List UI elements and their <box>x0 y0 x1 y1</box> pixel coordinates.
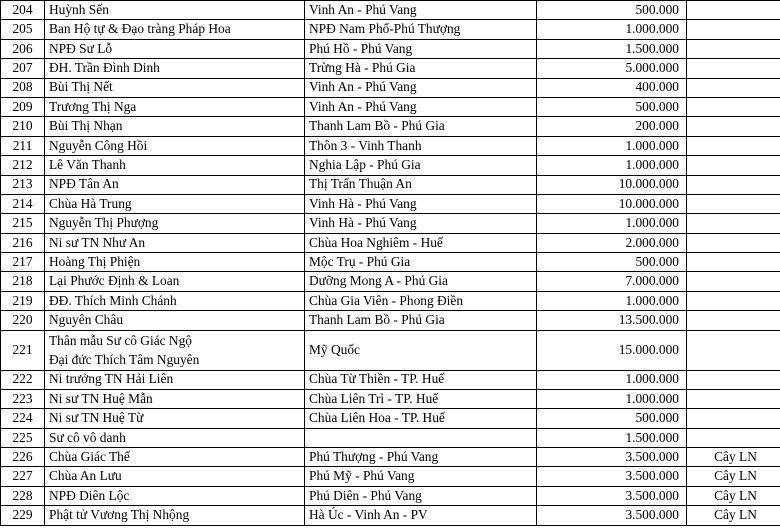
table-row <box>1 467 780 486</box>
cell-name: Hoàng Thị Phiện <box>45 253 305 272</box>
cell-no: 214 <box>1 194 45 213</box>
cell-note <box>687 330 780 370</box>
cell-amount: 1.000.000 <box>537 214 687 233</box>
cell-no: 228 <box>1 486 45 505</box>
cell-name: Nguyễn Thị Phượng <box>45 214 305 233</box>
cell-address: Mỹ Quốc <box>305 330 537 370</box>
cell-name <box>45 330 305 370</box>
cell-no: 211 <box>1 136 45 155</box>
table-row <box>1 428 780 447</box>
table-row <box>1 291 780 310</box>
cell-address: Vinh An - Phú Vang <box>305 97 537 116</box>
table-row <box>1 194 780 213</box>
table-row <box>1 253 780 272</box>
cell-amount: 7.000.000 <box>537 272 687 291</box>
table-row <box>1 311 780 330</box>
cell-no: 220 <box>1 311 45 330</box>
cell-note <box>687 156 780 175</box>
cell-note <box>687 291 780 310</box>
cell-address: Phú Hồ - Phú Vang <box>305 39 537 58</box>
table-row <box>1 175 780 194</box>
cell-no: 209 <box>1 97 45 116</box>
cell-no: 221 <box>1 330 45 370</box>
cell-name: Huỳnh Sến <box>45 1 305 20</box>
cell-address: Dưỡng Mong A - Phú Gia <box>305 272 537 291</box>
cell-amount: 10.000.000 <box>537 175 687 194</box>
table-row <box>1 156 780 175</box>
cell-address: Chùa Liên Trì - TP. Huế <box>305 389 537 408</box>
table-row <box>1 59 780 78</box>
cell-amount: 1.000.000 <box>537 291 687 310</box>
cell-amount: 1.500.000 <box>537 39 687 58</box>
cell-name: Phật tử Vương Thị Nhộng <box>45 506 305 525</box>
cell-no: 226 <box>1 448 45 467</box>
cell-name: NPĐ Sư Lỗ <box>45 39 305 58</box>
table-row <box>1 330 780 370</box>
cell-note <box>687 409 780 428</box>
table-row <box>1 370 780 389</box>
cell-amount: 1.000.000 <box>537 370 687 389</box>
cell-no: 208 <box>1 78 45 97</box>
cell-address: Chùa Liên Hoa - TP. Huế <box>305 409 537 428</box>
cell-no: 219 <box>1 291 45 310</box>
cell-amount: 200.000 <box>537 117 687 136</box>
cell-amount: 3.500.000 <box>537 448 687 467</box>
cell-note <box>687 253 780 272</box>
cell-note <box>687 78 780 97</box>
cell-address: Phú Thượng - Phú Vang <box>305 448 537 467</box>
cell-amount: 500.000 <box>537 97 687 116</box>
table-row <box>1 1 780 20</box>
cell-no: 218 <box>1 272 45 291</box>
cell-name: ĐĐ. Thích Minh Chánh <box>45 291 305 310</box>
name-line-2: Đại đức Thích Tâm Nguyên <box>49 352 200 368</box>
cell-no: 215 <box>1 214 45 233</box>
cell-no: 204 <box>1 1 45 20</box>
cell-note <box>687 214 780 233</box>
cell-name: Nguyên Châu <box>45 311 305 330</box>
cell-name: Ni sư TN Huệ Từ <box>45 409 305 428</box>
cell-note <box>687 117 780 136</box>
cell-name: Ni sư TN Huệ Mẫn <box>45 389 305 408</box>
cell-name: Trương Thị Nga <box>45 97 305 116</box>
cell-address: Mộc Trụ - Phú Gia <box>305 253 537 272</box>
cell-address: Vinh An - Phú Vang <box>305 78 537 97</box>
cell-no: 212 <box>1 156 45 175</box>
cell-no: 223 <box>1 389 45 408</box>
cell-amount: 1.000.000 <box>537 156 687 175</box>
cell-amount: 5.000.000 <box>537 59 687 78</box>
cell-name: Ni trưởng TN Hải Liên <box>45 370 305 389</box>
cell-note <box>687 389 780 408</box>
cell-address: Nghia Lập - Phú Gia <box>305 156 537 175</box>
cell-address: Vinh An - Phú Vang <box>305 1 537 20</box>
table-row <box>1 97 780 116</box>
cell-address: NPĐ Nam Phổ-Phú Thượng <box>305 20 537 39</box>
cell-note <box>687 311 780 330</box>
cell-amount: 3.500.000 <box>537 467 687 486</box>
cell-no: 213 <box>1 175 45 194</box>
cell-amount: 1.000.000 <box>537 136 687 155</box>
table-row <box>1 272 780 291</box>
cell-name: Sư cô vô danh <box>45 428 305 447</box>
cell-note <box>687 175 780 194</box>
cell-address <box>305 428 537 447</box>
cell-address: Chùa Từ Thiền - TP. Huế <box>305 370 537 389</box>
cell-amount: 1.500.000 <box>537 428 687 447</box>
name-line-1: Thân mẫu Sư cô Giác Ngộ <box>49 332 192 348</box>
table-row <box>1 506 780 525</box>
table-row <box>1 117 780 136</box>
cell-amount: 3.500.000 <box>537 486 687 505</box>
cell-amount: 500.000 <box>537 1 687 20</box>
cell-address: Thị Trấn Thuận An <box>305 175 537 194</box>
cell-name: Chùa Hà Trung <box>45 194 305 213</box>
table-row <box>1 214 780 233</box>
cell-note <box>687 59 780 78</box>
cell-name: NPĐ Tân An <box>45 175 305 194</box>
cell-no: 224 <box>1 409 45 428</box>
table-row <box>1 448 780 467</box>
cell-name: Chùa An Lưu <box>45 467 305 486</box>
cell-note <box>687 370 780 389</box>
cell-amount: 1.000.000 <box>537 389 687 408</box>
cell-address: Vinh Hà - Phú Vang <box>305 214 537 233</box>
table-row <box>1 389 780 408</box>
cell-no: 227 <box>1 467 45 486</box>
cell-note <box>687 1 780 20</box>
cell-address: Thanh Lam Bồ - Phú Gia <box>305 117 537 136</box>
cell-amount: 10.000.000 <box>537 194 687 213</box>
cell-no: 205 <box>1 20 45 39</box>
cell-no: 229 <box>1 506 45 525</box>
cell-no: 222 <box>1 370 45 389</box>
cell-amount: 500.000 <box>537 253 687 272</box>
cell-name: Lại Phước Định & Loan <box>45 272 305 291</box>
cell-no: 207 <box>1 59 45 78</box>
cell-note <box>687 20 780 39</box>
cell-note <box>687 97 780 116</box>
cell-amount: 13.500.000 <box>537 311 687 330</box>
cell-note: Cây LN <box>687 486 780 505</box>
table-row <box>1 233 780 252</box>
cell-no: 217 <box>1 253 45 272</box>
cell-note <box>687 428 780 447</box>
cell-address: Trừng Hà - Phú Gia <box>305 59 537 78</box>
cell-name: ĐH. Trần Đình Dinh <box>45 59 305 78</box>
table-row <box>1 486 780 505</box>
cell-name: Ban Hộ tự & Đạo tràng Pháp Hoa <box>45 20 305 39</box>
cell-amount: 1.000.000 <box>537 20 687 39</box>
cell-note <box>687 272 780 291</box>
cell-amount: 15.000.000 <box>537 330 687 370</box>
cell-note <box>687 233 780 252</box>
cell-address: Phú Mỹ - Phú Vang <box>305 467 537 486</box>
cell-name: Ni sư TN Như An <box>45 233 305 252</box>
cell-note <box>687 136 780 155</box>
cell-name: Nguyễn Công Hồi <box>45 136 305 155</box>
cell-address: Vinh Hà - Phú Vang <box>305 194 537 213</box>
cell-name: Chùa Giác Thế <box>45 448 305 467</box>
cell-note <box>687 39 780 58</box>
cell-amount: 3.500.000 <box>537 506 687 525</box>
cell-no: 210 <box>1 117 45 136</box>
cell-note: Cây LN <box>687 448 780 467</box>
cell-address: Hà Úc - Vinh An - PV <box>305 506 537 525</box>
cell-name: Bùi Thị Nết <box>45 78 305 97</box>
cell-note <box>687 194 780 213</box>
cell-address: Chùa Gia Viên - Phong Điền <box>305 291 537 310</box>
cell-amount: 500.000 <box>537 409 687 428</box>
cell-name: Bùi Thị Nhạn <box>45 117 305 136</box>
table-row <box>1 136 780 155</box>
cell-address: Chùa Hoa Nghiêm - Huế <box>305 233 537 252</box>
table-row <box>1 409 780 428</box>
cell-address: Thôn 3 - Vinh Thanh <box>305 136 537 155</box>
table-row <box>1 20 780 39</box>
cell-no: 206 <box>1 39 45 58</box>
cell-address: Phú Diên - Phú Vang <box>305 486 537 505</box>
cell-amount: 2.000.000 <box>537 233 687 252</box>
cell-name: NPĐ Diên Lộc <box>45 486 305 505</box>
cell-no: 225 <box>1 428 45 447</box>
cell-address: Thanh Lam Bồ - Phú Gia <box>305 311 537 330</box>
table-row <box>1 39 780 58</box>
cell-amount: 400.000 <box>537 78 687 97</box>
table-row <box>1 78 780 97</box>
cell-note: Cây LN <box>687 467 780 486</box>
cell-name: Lê Văn Thanh <box>45 156 305 175</box>
cell-no: 216 <box>1 233 45 252</box>
cell-note: Cây LN <box>687 506 780 525</box>
